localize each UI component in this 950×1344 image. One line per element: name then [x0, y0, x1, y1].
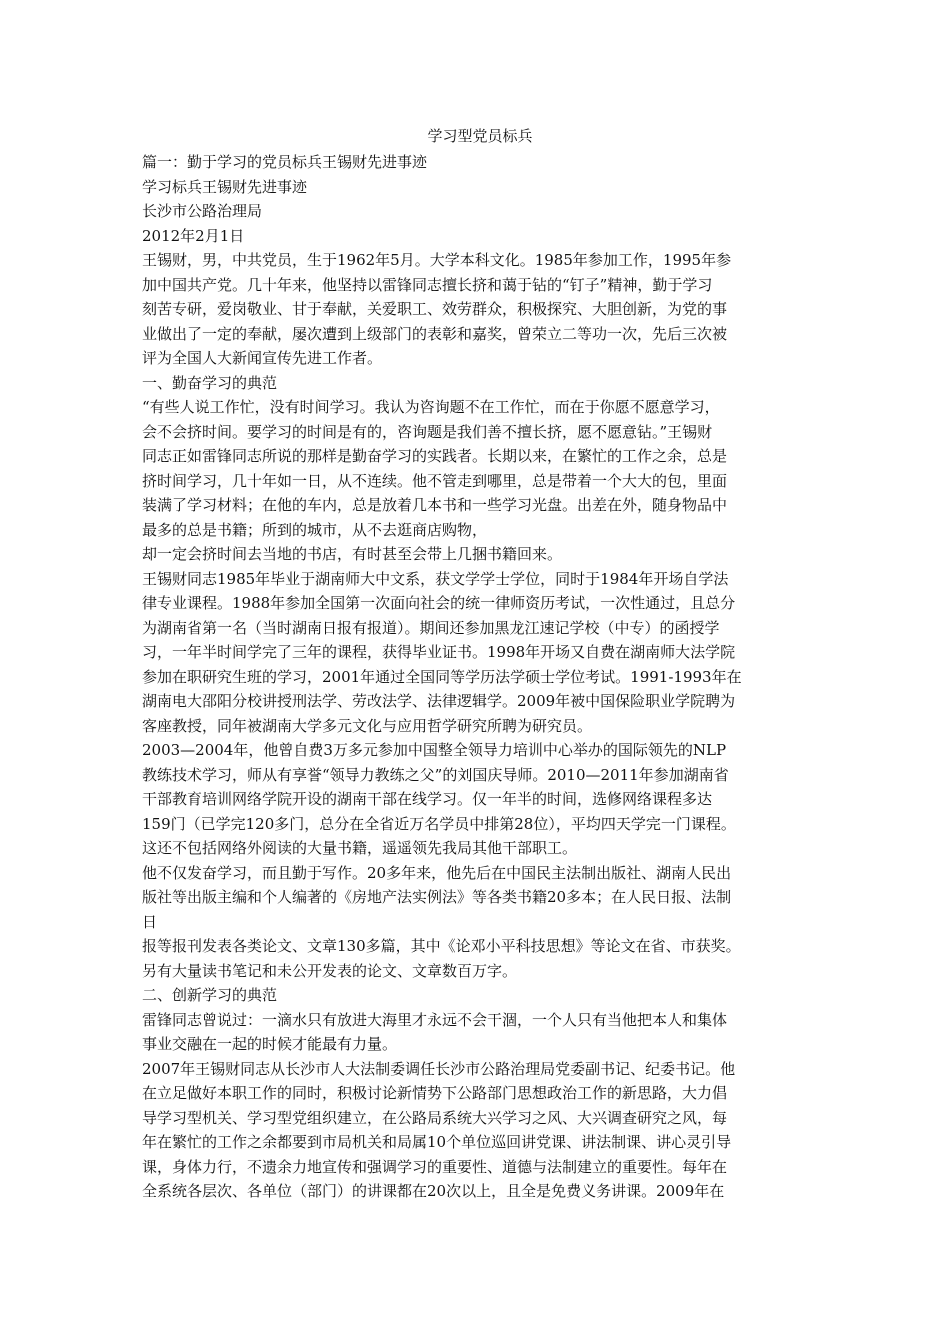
text-line: 评为全国人大新闻宣传先进工作者。 [142, 349, 383, 367]
text-line: 却一定会挤时间去当地的书店，有时甚至会带上几捆书籍回来。 [142, 545, 563, 563]
text-line: 客座教授，同年被湖南大学多元文化与应用哲学研究所聘为研究员。 [142, 716, 593, 735]
text-line: 学习标兵王锡财先进事迹 [142, 177, 308, 196]
text-line: 会不会挤时间。要学习的时间是有的，咨询题是我们善不擅长挤，愿不愿意钻。”王锡财 [142, 422, 713, 441]
text-line: 刻苦专研，爱岗敬业、甘于奉献，关爱职工、效劳群众，积极探究、大胆创新，为党的事 [142, 300, 728, 318]
text-line: 挤时间学习，几十年如一日，从不连续。他不管走到哪里，总是带着一个大大的包，里面 [142, 471, 728, 490]
text-line: 加中国共产党。几十年来，他坚持以雷锋同志擅长挤和蔼于钻的“钉子”精神，勤于学习 [142, 275, 713, 294]
text-line: 事业交融在一起的时候才能最有力量。 [142, 1035, 398, 1053]
text-line: 全系统各层次、各单位（部门）的讲课都在20次以上，且全是免费义务讲课。2009年在 [142, 1182, 725, 1200]
text-line: 2012年2月1日 [142, 226, 245, 245]
text-line: 2003—2004年，他曾自费3万多元参加中国整全领导力培训中心举办的国际领先的NLP [142, 741, 727, 759]
text-line: 王锡财同志1985年毕业于湖南师大中文系，获文学学士学位，同时于1984年开场自学法 [142, 569, 729, 588]
text-line: 干部教育培训网络学院开设的湖南干部在线学习。仅一年半的时间，选修网络课程多达 [142, 790, 713, 808]
text-line: 篇一：勤于学习的党员标兵王锡财先进事迹 [142, 153, 428, 171]
text-line: 课，身体力行，不遗余力地宣传和强调学习的重要性、道德与法制建立的重要性。每年在 [142, 1157, 728, 1176]
text-line: 业做出了一定的奉献，屡次遭到上级部门的表彰和嘉奖，曾荣立二等功一次，先后三次被 [142, 324, 728, 343]
text-line: 另有大量读书笔记和未公开发表的论文、文章数百万字。 [142, 961, 518, 980]
text-line: 159门（已学完120多门，总分在全省近万名学员中排第28位），平均四天学完一门课程。 [142, 814, 736, 833]
text-line: 教练技术学习，师从有享誉“领导力教练之父”的刘国庆导师。2010—2011年参加湖南省 [142, 765, 729, 784]
text-line: 长沙市公路治理局 [142, 202, 263, 220]
text-line: 2007年王锡财同志从长沙市人大法制委调任长沙市公路治理局党委副书记、纪委书记。他 [142, 1059, 736, 1078]
text-line: 最多的总是书籍；所到的城市，从不去逛商店购物， [142, 520, 488, 539]
text-line: 导学习型机关、学习型党组织建立，在公路局系统大兴学习之风、大兴调查研究之风，每 [142, 1108, 728, 1127]
text-line: 湖南电大邵阳分校讲授刑法学、劳改法学、法律逻辑学。2009年被中国保险职业学院聘为 [142, 692, 736, 710]
text-line: 雷锋同志曾说过：一滴水只有放进大海里才永远不会干涸，一个人只有当他把本人和集体 [142, 1010, 728, 1029]
text-line: 在立足做好本职工作的同时，积极讨论新情势下公路部门思想政治工作的新思路，大力倡 [142, 1084, 728, 1102]
document-body [142, 150, 818, 1204]
document-page [142, 122, 818, 1204]
text-line: 王锡财，男，中共党员，生于1962年5月。大学本科文化。1985年参加工作，1995年参 [142, 251, 732, 269]
text-line: 年在繁忙的工作之余都要到市局机关和局属10个单位巡回讲党课、讲法制课、讲心灵引导 [142, 1133, 732, 1151]
text-line: 他不仅发奋学习，而且勤于写作。20多年来，他先后在中国民主法制出版社、湖南人民出 [142, 863, 732, 882]
text-line: 习，一年半时间学完了三年的课程，获得毕业证书。1998年开场又自费在湖南师大法学院 [142, 643, 736, 661]
text-line: 装满了学习材料；在他的车内，总是放着几本书和一些学习光盘。出差在外，随身物品中 [142, 496, 728, 514]
text-line: 这还不包括网络外阅读的大量书籍，遥遥领先我局其他干部职工。 [142, 839, 578, 857]
text-line: 报等报刊发表各类论文、文章130多篇，其中《论邓小平科技思想》等论文在省、市获奖。 [142, 937, 741, 955]
text-line: “有些人说工作忙，没有时间学习。我认为咨询题不在工作忙，而在于你愿不愿意学习， [142, 398, 720, 416]
text-line: 日 [142, 912, 158, 931]
text-line: 版社等出版主编和个人编著的《房地产法实例法》等各类书籍20多本；在人民日报、法制 [142, 888, 732, 906]
text-line: 律专业课程。1988年参加全国第一次面向社会的统一律师资历考试，一次性通过，且总分 [142, 594, 736, 612]
text-line: 同志正如雷锋同志所说的那样是勤奋学习的实践者。长期以来，在繁忙的工作之余，总是 [142, 447, 728, 465]
document-title: 学习型党员标兵 [427, 127, 533, 145]
text-line: 参加在职研究生班的学习，2001年通过全国同等学历法学硕士学位考试。1991-1993年在 [142, 667, 742, 686]
text-line: 二、创新学习的典范 [142, 986, 278, 1004]
text-line: 为湖南省第一名（当时湖南日报有报道）。期间还参加黑龙江速记学校（中专）的函授学 [142, 618, 720, 637]
text-line: 一、勤奋学习的典范 [142, 373, 278, 392]
